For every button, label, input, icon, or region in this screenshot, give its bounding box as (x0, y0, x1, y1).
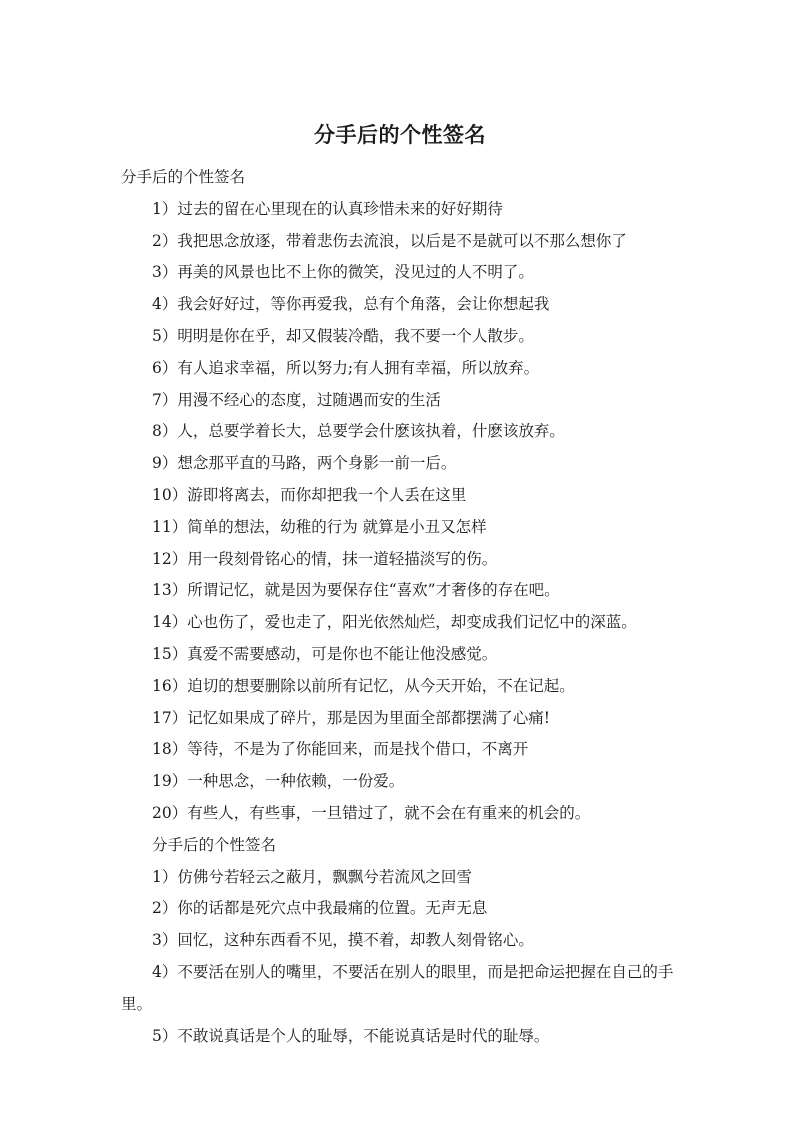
list-item: 9）想念那平直的马路，两个身影一前一后。 (152, 454, 457, 473)
list-item: 6）有人追求幸福，所以努力;有人拥有幸福，所以放弃。 (152, 358, 540, 377)
document-body (121, 162, 681, 1052)
list-item: 15）真爱不需要感动，可是你也不能让他没感觉。 (152, 644, 498, 663)
intro-line: 分手后的个性签名 (121, 168, 246, 186)
list-item: 3）再美的风景也比不上你的微笑，没见过的人不明了。 (152, 263, 534, 282)
list-item: 19）一种思念，一种依赖，一份爱。 (152, 772, 405, 791)
list-item: 5）不敢说真话是个人的耻辱，不能说真话是时代的耻辱。 (152, 1026, 550, 1045)
list-item: 1）仿佛兮若轻云之蔽月，飘飘兮若流风之回雪 (152, 867, 472, 886)
document-title: 分手后的个性签名 (314, 123, 486, 147)
list-item: 10）游即将离去，而你却把我一个人丢在这里 (152, 485, 467, 504)
list-item: 13）所谓记忆，就是因为要保存住“喜欢”才奢侈的存在吧。 (152, 581, 560, 600)
list-item: 20）有些人，有些事，一旦错过了，就不会在有重来的机会的。 (152, 803, 591, 822)
list-item: 2）我把思念放逐，带着悲伤去流浪，以后是不是就可以不那么想你了 (152, 231, 627, 250)
list-item: 4）我会好好过，等你再爱我，总有个角落，会让你想起我 (152, 295, 550, 314)
list-item: 16）迫切的想要删除以前所有记忆，从今天开始，不在记起。 (152, 676, 575, 695)
list-item: 2）你的话都是死穴点中我最痛的位置。无声无息 (152, 899, 488, 918)
list-item: 5）明明是你在乎，却又假装冷酷，我不要一个人散步。 (152, 326, 534, 345)
list-item: 17）记忆如果成了碎片，那是因为里面全部都摆满了心痛! (152, 708, 550, 727)
list-item: 12）用一段刻骨铭心的情，抹一道轻描淡写的伤。 (152, 549, 498, 568)
list-item: 14）心也伤了，爱也走了，阳光依然灿烂，却变成我们记忆中的深蓝。 (152, 613, 637, 632)
list-item: 18）等待，不是为了你能回来，而是找个借口，不离开 (152, 740, 529, 759)
list-item: 7）用漫不经心的态度，过随遇而安的生活 (152, 390, 441, 409)
list-item: 1）过去的留在心里现在的认真珍惜未来的好好期待 (152, 199, 503, 218)
list-item: 3）回忆，这种东西看不见，摸不着，却教人刻骨铭心。 (152, 931, 534, 950)
list-item: 4）不要活在别人的嘴里，不要活在别人的眼里，而是把命运把握在自己的手里。 (121, 962, 674, 1013)
section-subheading: 分手后的个性签名 (152, 835, 277, 854)
list-item: 11）简单的想法，幼稚的行为 就算是小丑又怎样 (152, 517, 487, 536)
list-item: 8）人，总要学着长大，总要学会什麽该执着，什麽该放弃。 (152, 422, 565, 441)
